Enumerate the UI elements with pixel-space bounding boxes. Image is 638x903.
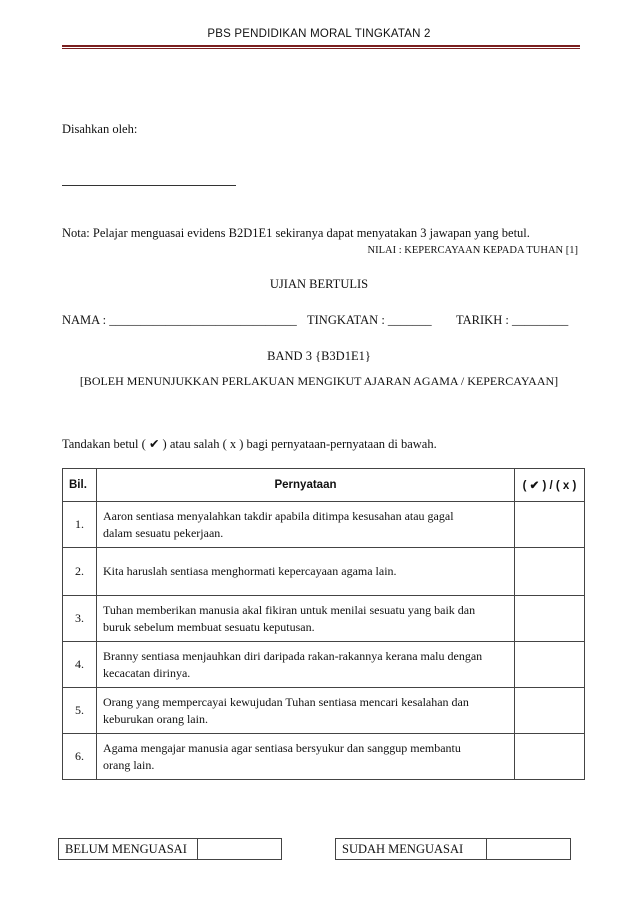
statement-cell [97,596,515,642]
statement-line: Branny sentiasa menjauhkan diri daripada rakan-rakannya kerana malu dengan [103,648,483,663]
answer-cell[interactable] [515,642,585,688]
row-number: 1. [63,502,97,548]
row-number: 6. [63,734,97,780]
not-mastered-label: BELUM MENGUASAI [59,839,198,859]
statement-cell [97,502,515,548]
form-field[interactable]: TINGKATAN : _______ [307,313,432,327]
answer-cell[interactable] [515,596,585,642]
signature-line [62,185,236,186]
table-row [63,548,585,596]
value-tag: NILAI : KEPERCAYAAN KEPADA TUHAN [1] [367,245,578,256]
answer-cell[interactable] [515,548,585,596]
statement-cell [97,642,515,688]
row-number: 3. [63,596,97,642]
date-field[interactable]: TARIKH : _________ [456,313,569,327]
statement-line: buruk sebelum membuat sesuatu keputusan. [103,619,315,634]
statement-line: orang lain. [103,757,155,772]
mastered-box [335,838,571,860]
approved-by-label: Disahkan oleh: [62,122,138,136]
answer-cell[interactable] [515,502,585,548]
instruction-text: Tandakan betul ( ✔ ) atau salah ( x ) bagi pernyataan-pernyataan di bawah. [62,437,437,451]
statement-cell [97,734,515,780]
statement-line: Agama mengajar manusia agar sentiasa bersyukur dan sanggup membantu [103,740,461,755]
statement-line: Aaron sentiasa menyalahkan takdir apabila ditimpa kesusahan atau gagal [103,508,454,523]
row-number: 5. [63,688,97,734]
table-header-row [63,469,585,502]
table-row [63,688,585,734]
statement-line: keburukan orang lain. [103,711,208,726]
mastered-label: SUDAH MENGUASAI [336,839,487,859]
table-row [63,642,585,688]
not-mastered-checkbox[interactable] [198,839,281,859]
not-mastered-box [58,838,282,860]
answer-cell[interactable] [515,688,585,734]
header-statement: Pernyataan [97,469,515,502]
statements-table [62,468,585,780]
answer-cell[interactable] [515,734,585,780]
header-rule-thin [62,48,580,49]
table-row [63,596,585,642]
page-header-title: PBS PENDIDIKAN MORAL TINGKATAN 2 [207,28,431,40]
statement-line: Orang yang mempercayai kewujudan Tuhan sentiasa mencari kesalahan dan [103,694,469,709]
name-field[interactable]: NAMA : ______________________________ [62,313,297,327]
statement-cell [97,548,515,596]
table-row [63,502,585,548]
table-row [63,734,585,780]
statement-line: Tuhan memberikan manusia akal fikiran untuk menilai sesuatu yang baik dan [103,602,476,617]
header-rule [62,45,580,47]
statement-line: kecacatan dirinya. [103,665,191,680]
header-bil: Bil. [63,469,97,502]
mastered-checkbox[interactable] [487,839,570,859]
statement-line: dalam sesuatu pekerjaan. [103,525,224,540]
test-title: UJIAN BERTULIS [269,277,369,291]
statement-line: Kita haruslah sentiasa menghormati kepercayaan agama lain. [103,564,397,578]
statement-cell [97,688,515,734]
row-number: 2. [63,548,97,596]
note-text: Nota: Pelajar menguasai evidens B2D1E1 sekiranya dapat menyatakan 3 jawapan yang betul. [62,226,530,240]
band-label: BAND 3 {B3D1E1} [267,349,371,363]
header-mark: ( ✔ ) / ( x ) [515,469,585,502]
band-descriptor: [BOLEH MENUNJUKKAN PERLAKUAN MENGIKUT AJARAN AGAMA / KEPERCAYAAN] [79,374,559,388]
row-number: 4. [63,642,97,688]
